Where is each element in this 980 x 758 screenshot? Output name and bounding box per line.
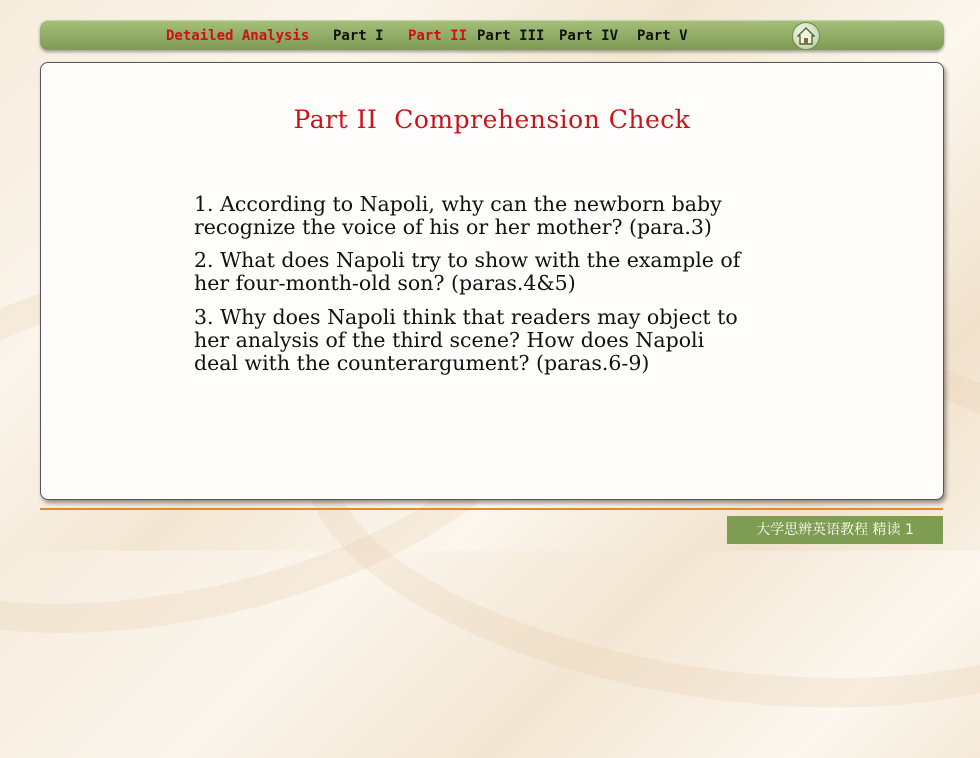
- nav-part-2[interactable]: Part II: [408, 28, 468, 44]
- nav-part-3[interactable]: Part III: [477, 28, 545, 44]
- course-badge: 大学思辨英语教程 精读 1: [727, 516, 943, 544]
- nav-detailed-analysis[interactable]: Detailed Analysis: [166, 28, 310, 44]
- home-icon: [797, 27, 815, 45]
- question-3: 3. Why does Napoli think that readers may object to her analysis of the third scene? How does Napoli deal with the counterargument? (paras.6-9): [194, 305, 738, 375]
- footer-divider: [40, 508, 943, 510]
- nav-part-5[interactable]: Part V: [637, 28, 688, 44]
- home-button[interactable]: [792, 22, 820, 50]
- nav-part-1[interactable]: Part I: [333, 28, 384, 44]
- page-title: Part II Comprehension Check: [293, 105, 691, 134]
- nav-part-4[interactable]: Part IV: [559, 28, 619, 44]
- content-panel: [40, 62, 944, 500]
- question-1: 1. According to Napoli, why can the newborn baby recognize the voice of his or her mother? (para.3): [194, 192, 722, 239]
- top-nav-bar: [40, 20, 944, 50]
- question-2: 2. What does Napoli try to show with the example of her four-month-old son? (paras.4&5): [194, 248, 741, 295]
